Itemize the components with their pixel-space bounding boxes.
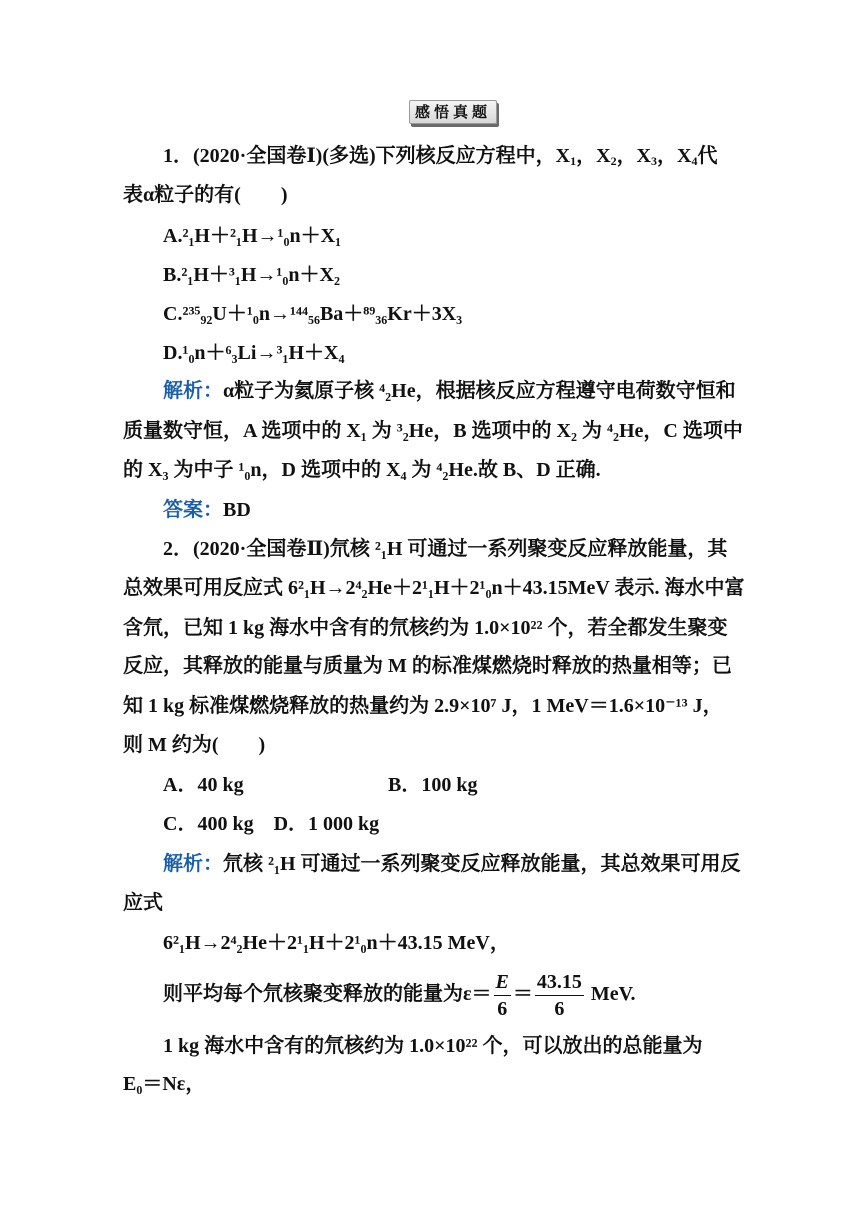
q1-stem-line1: 1．(2020·全国卷Ⅰ)(多选)下列核反应方程中，$X_1$，$X_2$，$X_3$，$X_4$代 — [163, 145, 718, 168]
fraction-value — [535, 969, 584, 1022]
a2-equation-2: 则平均每个氘核聚变释放的能量为ε＝ $\frac{E}{6}$ ＝ $\frac{43.15}{6}$ MeV. — [163, 970, 636, 1020]
answer-label: 答案： — [163, 499, 223, 521]
a1-text1: α粒子为氦原子核 ⁴₂He，根据核反应方程遵守电荷数守恒和 — [223, 380, 736, 402]
q1-option-d: D.¹₀n＋⁶₃Li→³₁H＋X₄ — [163, 342, 345, 364]
a2-line1 — [163, 850, 783, 878]
fraction-e-over-6 — [494, 969, 511, 1022]
fraction-numerator: E — [494, 969, 511, 996]
answer-value: BD — [223, 499, 251, 521]
q1-option-c: C.²³⁵₉₂U＋¹₀n→¹⁴⁴₅₆Ba＋⁸⁹₃₆Kr＋3X₃ — [163, 303, 463, 325]
a2-equation-1: 6²₁H→2⁴₂He＋2¹₁H＋2¹₀n＋43.15 MeV， — [163, 932, 510, 954]
q1-option-b: B.²₁H＋³₁H→¹₀n＋X₂ — [163, 264, 340, 286]
a2-line4: E₀＝Nε， — [123, 1073, 206, 1095]
analysis-label-2: 解析： — [163, 853, 223, 875]
q2-stem-line4: 反应，其释放的能量与质量为 M 的标准煤燃烧时释放的热量相等；已 — [123, 655, 732, 677]
section-banner-label: 感悟真题 — [409, 100, 497, 124]
q2-stem-line3: 含氘，已知 1 kg 海水中含有的氘核约为 1.0×10²² 个，若全都发生聚变 — [123, 617, 728, 639]
q2-stem-line2: 总效果可用反应式 6²₁H→2⁴₂He＋2¹₁H＋2¹₀n＋43.15MeV 表示. 海水中富 — [123, 577, 745, 599]
q2-options-cd: C．400 kg D．1 000 kg — [163, 813, 380, 835]
q2-option-b: B．100 kg — [388, 774, 478, 796]
q1-stem-line2: 表α粒子的有( ) — [123, 184, 288, 206]
q2-stem-line5: 知 1 kg 标准煤燃烧释放的热量约为 2.9×10⁷ J，1 MeV＝1.6×10⁻¹³ J， — [123, 695, 723, 717]
analysis-label: 解析： — [163, 380, 223, 402]
q2-stem-line6: 则 M 约为( ) — [123, 734, 266, 756]
a1-line3: 的 X₃ 为中子 ¹₀n，D 选项中的 X₄ 为 ⁴₂He.故 B、D 正确. — [123, 459, 601, 481]
a1-answer — [163, 496, 783, 524]
q2-stem-line1: 2．(2020·全国卷Ⅱ)氘核 ²₁H 可通过一系列聚变反应释放能量，其 — [163, 538, 728, 560]
a2-line3: 1 kg 海水中含有的氘核约为 1.0×10²² 个，可以放出的总能量为 — [163, 1035, 703, 1057]
a1-line2: 质量数守恒，A 选项中的 X₁ 为 ³₂He，B 选项中的 X₂ 为 ⁴₂He，C 选项中 — [123, 420, 743, 442]
a1-line1 — [163, 377, 783, 405]
q2-options-ab — [163, 771, 783, 799]
a2-text1: 氘核 ²₁H 可通过一系列聚变反应释放能量，其总效果可用反 — [223, 853, 741, 875]
section-banner — [405, 100, 497, 126]
fraction-value-numerator: 43.15 — [535, 969, 584, 996]
fraction-value-denominator: 6 — [554, 997, 565, 1020]
a2-eq2-prefix: 则平均每个氘核聚变释放的能量为ε＝ — [163, 983, 492, 1005]
a2-line2: 应式 — [123, 892, 163, 914]
q1-option-a: A.²₁H＋²₁H→¹₀n＋X₁ — [163, 225, 342, 247]
q2-option-a: A．40 kg — [163, 774, 244, 796]
a2-eq2-unit: MeV. — [590, 983, 636, 1005]
fraction-denominator: 6 — [497, 997, 508, 1020]
